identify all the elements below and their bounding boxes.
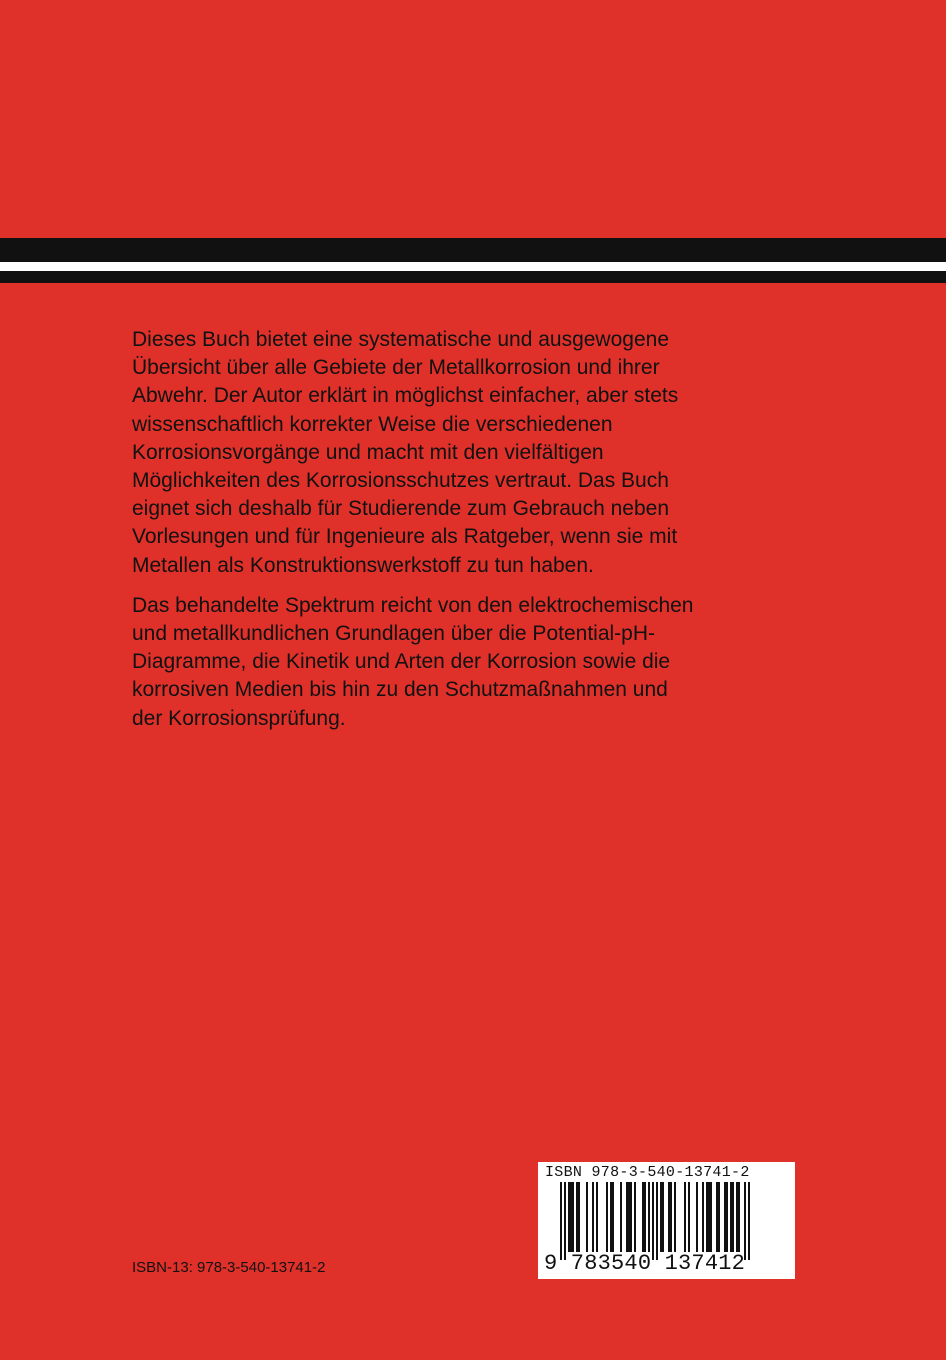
barcode-bar <box>596 1182 598 1252</box>
barcode-bar <box>696 1182 698 1252</box>
barcode-bar <box>626 1182 628 1252</box>
barcode-bar <box>568 1182 570 1252</box>
barcode-bar <box>586 1182 588 1252</box>
barcode-bar <box>644 1182 646 1252</box>
barcode-bar <box>652 1182 654 1260</box>
barcode-bar <box>660 1182 662 1252</box>
barcode-bar <box>628 1182 630 1252</box>
book-description <box>132 326 832 733</box>
description-line: Dieses Buch bietet eine systematische und ausgewogene <box>132 328 669 351</box>
description-line: Vorlesungen und für Ingenieure als Ratgeber, wenn sie mit <box>132 525 678 549</box>
barcode-number: 9 783540 137412 <box>544 1251 746 1276</box>
description-line: wissenschaftlich korrekter Weise die verschiedenen <box>132 412 613 436</box>
barcode-bar <box>674 1182 676 1252</box>
barcode <box>538 1162 795 1279</box>
barcode-bar <box>634 1182 636 1252</box>
barcode-bar <box>668 1182 670 1252</box>
description-line: Metallen als Konstruktionswerkstoff zu tun haben. <box>132 553 594 577</box>
barcode-bar <box>730 1182 732 1252</box>
description-line: und metallkundlichen Grundlagen über die Potential-pH- <box>132 622 655 646</box>
barcode-bar <box>702 1182 704 1252</box>
barcode-bar <box>610 1182 612 1252</box>
barcode-bar <box>564 1182 566 1260</box>
barcode-bar <box>560 1182 562 1260</box>
description-line: Diagramme, die Kinetik und Arten der Korrosion sowie die <box>132 650 671 674</box>
barcode-bar <box>710 1182 712 1252</box>
barcode-bar <box>592 1182 594 1252</box>
barcode-bar <box>578 1182 580 1252</box>
description-paragraph-1 <box>132 326 832 580</box>
decorative-stripe-black-bottom <box>0 271 946 283</box>
barcode-bar <box>726 1182 728 1252</box>
barcode-bar <box>642 1182 644 1252</box>
barcode-bar <box>648 1182 650 1252</box>
barcode-bar <box>576 1182 578 1252</box>
barcode-bar <box>688 1182 690 1252</box>
barcode-bar <box>736 1182 738 1252</box>
barcode-isbn-label: ISBN 978-3-540-13741-2 <box>545 1164 750 1181</box>
barcode-bar <box>744 1182 746 1260</box>
barcode-bar <box>656 1182 658 1260</box>
barcode-bar <box>630 1182 632 1252</box>
barcode-bar <box>716 1182 718 1252</box>
description-line: der Korrosionsprüfung. <box>132 706 346 730</box>
barcode-bar <box>662 1182 664 1252</box>
barcode-bar <box>748 1182 750 1260</box>
description-line: korrosiven Medien bis hin zu den Schutzmaßnahmen und <box>132 678 668 702</box>
barcode-bar <box>620 1182 622 1252</box>
barcode-bars <box>560 1182 750 1262</box>
description-line: Möglichkeiten des Korrosionsschutzes vertraut. Das Buch <box>132 469 669 493</box>
barcode-bar <box>684 1182 686 1252</box>
barcode-bar <box>738 1182 740 1252</box>
barcode-bar <box>612 1182 614 1252</box>
description-line: Korrosionsvorgänge und macht mit den vielfältigen <box>132 440 604 464</box>
barcode-bar <box>670 1182 672 1252</box>
barcode-bar <box>572 1182 574 1252</box>
barcode-bar <box>570 1182 572 1252</box>
barcode-bar <box>732 1182 734 1252</box>
barcode-bar <box>708 1182 710 1252</box>
description-paragraph-2 <box>132 592 832 733</box>
decorative-stripe-black-top <box>0 238 946 262</box>
description-line: Übersicht über alle Gebiete der Metallkorrosion und ihrer <box>132 356 660 380</box>
barcode-bar <box>706 1182 708 1252</box>
barcode-bar <box>606 1182 608 1252</box>
barcode-bar <box>724 1182 726 1252</box>
isbn-label: ISBN-13: 978-3-540-13741-2 <box>132 1259 326 1276</box>
description-line: Abwehr. Der Autor erklärt in möglichst einfacher, aber stets <box>132 384 679 408</box>
decorative-stripe-white <box>0 262 946 271</box>
description-line: Das behandelte Spektrum reicht von den elektrochemischen <box>132 593 694 617</box>
barcode-bar <box>718 1182 720 1252</box>
description-line: eignet sich deshalb für Studierende zum Gebrauch neben <box>132 497 670 521</box>
